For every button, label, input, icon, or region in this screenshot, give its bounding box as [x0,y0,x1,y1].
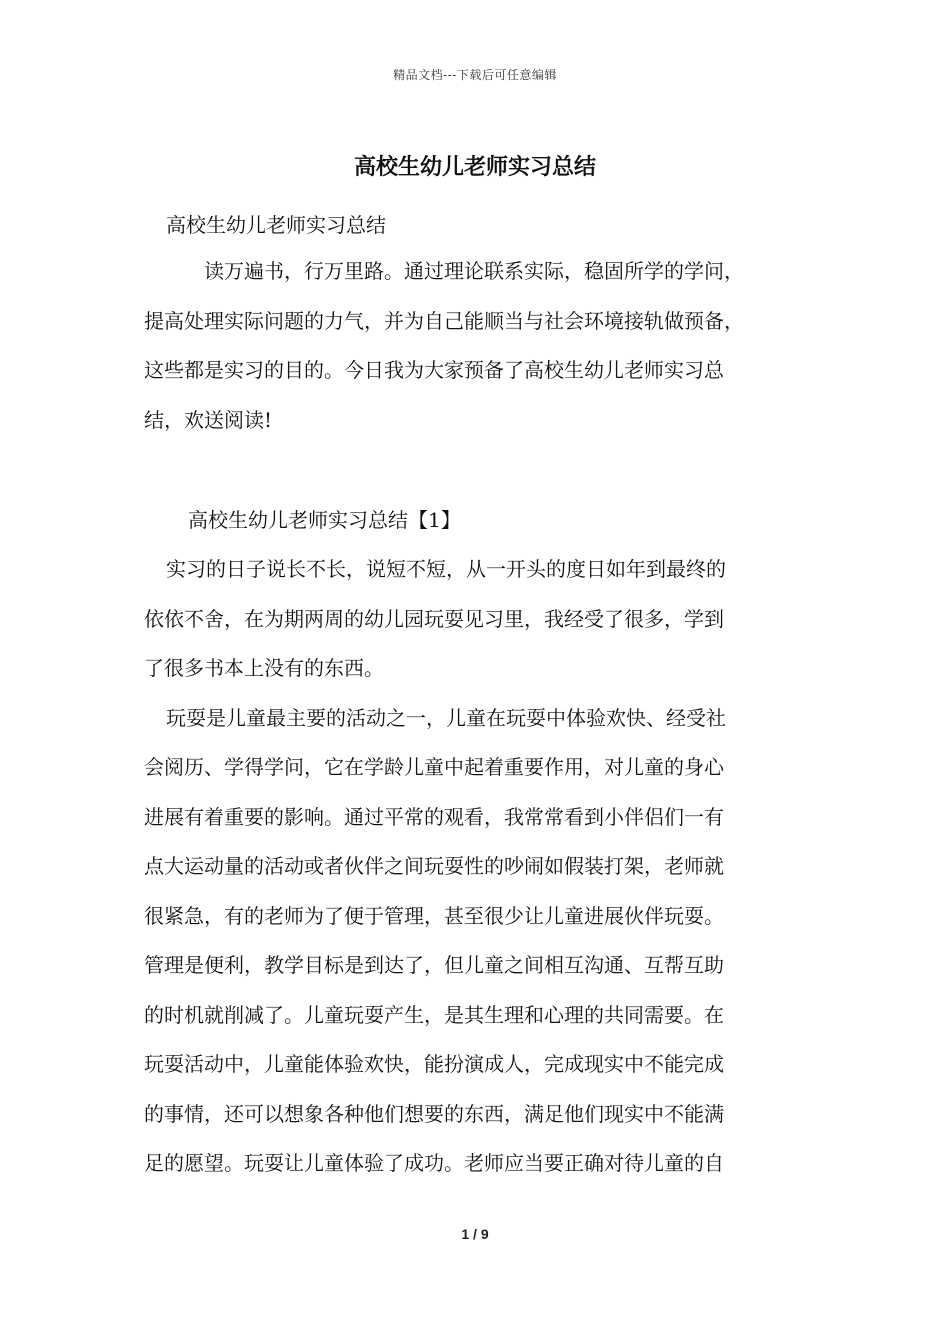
paragraph-line: 足的愿望。玩耍让儿童体验了成功。老师应当要正确对待儿童的自 [144,1151,724,1175]
paragraph-line: 了很多书本上没有的东西。 [144,656,384,680]
intro-paragraph [144,247,814,445]
paragraph-line: 的时机就削减了。儿童玩耍产生，是其生理和心理的共同需要。在 [144,1002,724,1027]
paragraph-line: 会阅历、学得学问，它在学龄儿童中起着重要作用，对儿童的身心 [144,755,724,779]
paragraph-line: 很紧急，有的老师为了便于管理，甚至很少让儿童进展伙伴玩耍。 [144,903,724,928]
paragraph-line: 玩耍活动中，儿童能体验欢快，能扮演成人，完成现实中不能完成 [144,1052,724,1076]
paragraph-line: 实习的日子说长不长，说短不短，从一开头的度日如年到最终的 [166,557,726,581]
page-header: 精品文档---下载后可任意编辑 [393,68,557,82]
body-text [144,545,814,1189]
document-subtitle: 高校生幼儿老师实习总结 [166,213,386,237]
document-title: 高校生幼儿老师实习总结 [353,154,596,180]
section-heading: 高校生幼儿老师实习总结【1】 [188,508,461,532]
paragraph-line: 管理是便利，教学目标是到达了，但儿童之间相互沟通、互帮互助 [144,953,724,977]
paragraph-line: 进展有着重要的影响。通过平常的观看，我常常看到小伴侣们一有 [144,804,724,829]
page-number: 1 / 9 [461,1226,489,1242]
paragraph-line: 点大运动量的活动或者伙伴之间玩耍性的吵闹如假装打架，老师就 [144,854,724,878]
intro-line: 读万遍书，行万里路。通过理论联系实际，稳固所学的学问， [204,259,744,283]
intro-line: 这些都是实习的目的。今日我为大家预备了高校生幼儿老师实习总 [144,358,724,382]
paragraph-line: 依依不舍，在为期两周的幼儿园玩耍见习里，我经受了很多，学到 [144,606,724,631]
paragraph-line: 玩耍是儿童最主要的活动之一，儿童在玩耍中体验欢快、经受社 [166,705,726,730]
intro-line: 提高处理实际问题的力气，并为自己能顺当与社会环境接轨做预备， [144,308,744,333]
intro-line: 结，欢送阅读! [144,407,273,432]
paragraph-line: 的事情，还可以想象各种他们想要的东西，满足他们现实中不能满 [144,1101,724,1126]
